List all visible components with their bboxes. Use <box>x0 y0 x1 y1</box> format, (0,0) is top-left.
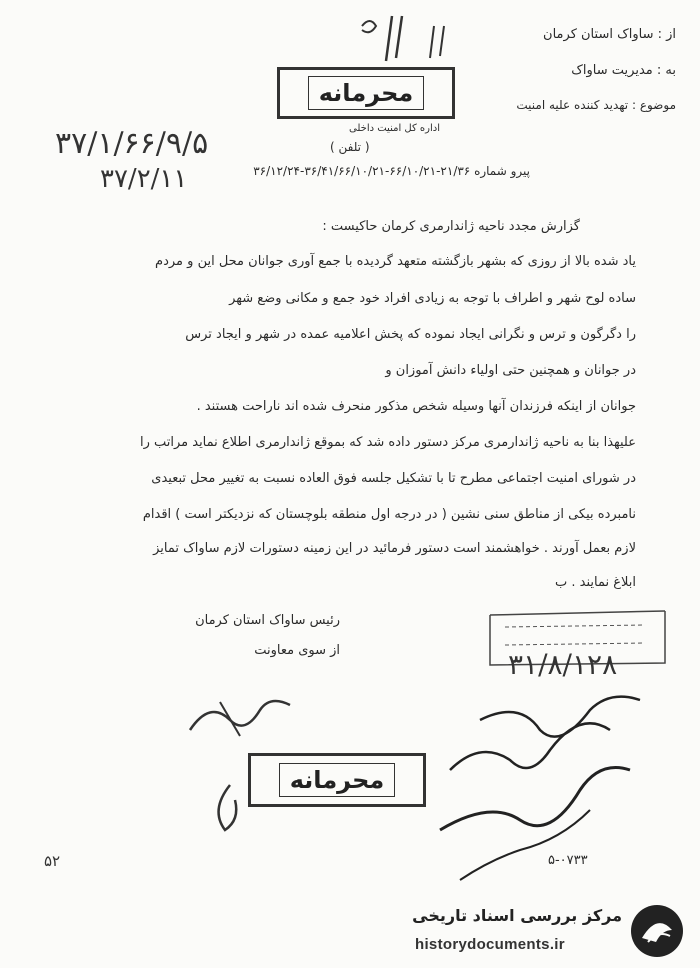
watermark-title: مرکز بررسی اسناد تاریخی <box>412 906 622 925</box>
body-line-3: ساده لوح شهر و اطراف با توجه به زیادی افراد خود جمع و مکانی وضع شهر <box>229 291 636 306</box>
tele-label: ( تلفن ) <box>330 140 370 154</box>
handwritten-date-1: ۳۷/۱/۶۶/۹/۵ <box>55 126 209 161</box>
body-line-2: یاد شده بالا از روزی که بشهر بازگشته متعهد گردیده با جمع آوری جوانان محل این و مردم <box>155 254 636 269</box>
archive-logo-icon <box>628 902 686 960</box>
classification-stamp-bottom <box>248 753 426 807</box>
signature-line-2: از سوی معاونت <box>254 643 340 658</box>
body-line-5: در جوانان و همچنین حتی اولیاء دانش آموزان و <box>385 363 636 378</box>
top-pen-marks <box>350 6 470 66</box>
body-line-10: لازم بعمل آورند . خواهشمند است دستور فرمائید در این زمینه دستورات لازم ساواک تمایز <box>153 541 636 556</box>
body-line-1: گزارش مجدد ناحیه ژاندارمری کرمان حاکیست : <box>322 219 580 234</box>
header-from: از : ساواک استان کرمان <box>543 27 676 42</box>
classification-stamp-top <box>277 67 455 119</box>
footer-code: ۵-۰۷۳۳ <box>548 853 588 868</box>
body-line-4: را دگرگون و ترس و نگرانی ایجاد نموده که پخش اعلامیه عمده در شهر و ایجاد ترس <box>185 327 636 342</box>
handwritten-notes <box>420 680 670 890</box>
secondary-line: اداره کل امنیت داخلی <box>349 123 440 134</box>
registration-number: ۳۱/۸/۱۲۸ <box>508 648 618 681</box>
body-line-7: علیهذا بنا به ناحیه ژاندارمری مرکز دستور داده شد که بموقع ژاندارمری اطلاع نماید مراتب را <box>139 435 636 450</box>
stamp-top-text: محرمانه <box>308 76 425 110</box>
header-to: به : مدیریت ساواک <box>571 63 676 78</box>
handwritten-date-2: ۳۷/۲/۱۱ <box>100 164 188 194</box>
body-line-11: ابلاغ نمایند . ب <box>555 575 636 590</box>
stamp-bottom-text: محرمانه <box>279 763 396 797</box>
body-line-6: جوانان از اینکه فرزندان آنها وسیله شخص مذکور منحرف شده اند ناراحت هستند . <box>196 399 636 414</box>
page-number: ۵۲ <box>44 852 61 870</box>
body-line-9: نامبرده بیکی از مناطق سنی نشین ( در درجه اول منطقه بلوچستان که نزدیکتر است ) اقدام <box>142 507 636 522</box>
signature-left <box>180 690 300 750</box>
signature-line-1: رئیس ساواک استان کرمان <box>195 613 340 628</box>
watermark-site: historydocuments.ir <box>415 936 565 953</box>
reference-line: پیرو شماره ۲۱/۳۶-۶۶/۱۰/۲۱-۳۶/۴۱/۶۶/۱۰/۲۱-۳۶/۱۲/۲۴ <box>253 164 530 178</box>
body-line-8: در شورای امنیت اجتماعی مطرح تا با تشکیل جلسه فوق العاده نسبت به تغییر محل تبعیدی <box>151 471 636 486</box>
header-subject: موضوع : تهدید کننده علیه امنیت <box>516 98 676 112</box>
